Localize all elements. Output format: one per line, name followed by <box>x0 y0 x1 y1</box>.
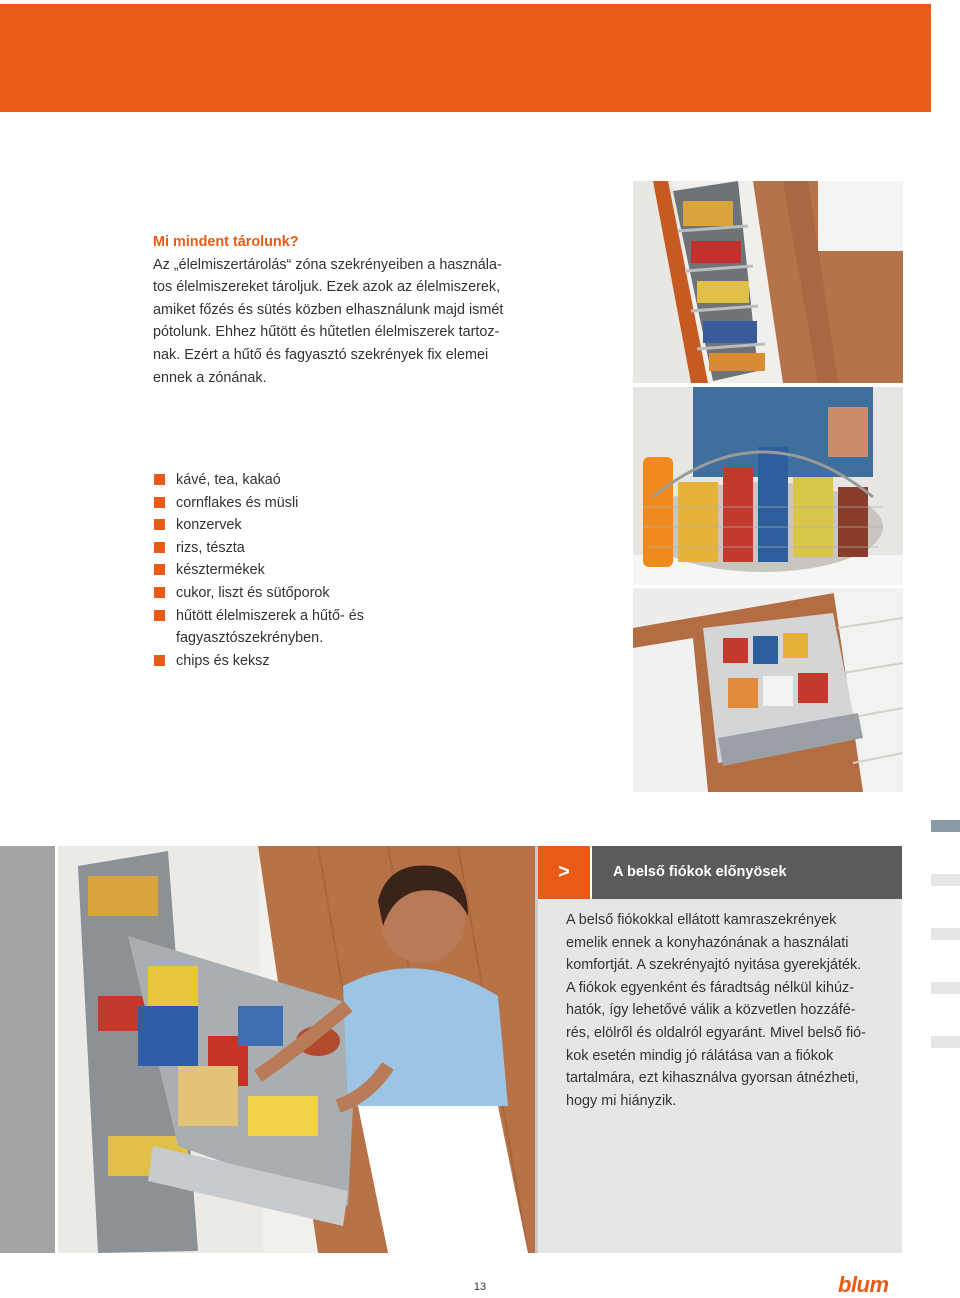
side-tab <box>931 982 960 994</box>
list-item <box>153 492 533 515</box>
list-item-continuation: fagyasztószekrényben. <box>176 630 324 647</box>
advantages-header <box>538 846 902 899</box>
side-tab <box>931 928 960 940</box>
intro-heading: Mi mindent tárolunk? <box>153 234 299 250</box>
bullet-square-icon <box>154 519 165 530</box>
pantry-drawers-photo <box>633 181 903 383</box>
list-item <box>153 514 533 537</box>
intro-line: amiket főzés és sütés közben elhasználunk majd ismét <box>153 301 504 318</box>
advantages-line: A belső fiókokkal ellátott kamraszekrények <box>566 912 837 928</box>
bullet-square-icon <box>154 655 165 666</box>
advantages-line: rés, elölről és oldalról egyaránt. Mivel belső fió- <box>566 1024 866 1041</box>
list-item <box>153 537 533 560</box>
page-number: 13 <box>473 1281 487 1293</box>
side-tab <box>931 874 960 886</box>
intro-line: ennek a zónának. <box>153 369 267 386</box>
list-item <box>153 559 533 582</box>
list-item-text: cukor, liszt és sütőporok <box>176 584 330 601</box>
intro-line: nak. Ezért a hűtő és fagyasztó szekrények fix elemei <box>153 346 489 363</box>
arrow-icon: > <box>538 846 590 899</box>
list-item-text: cornflakes és müsli <box>176 494 299 511</box>
bullet-square-icon <box>154 474 165 485</box>
woman-pantry-photo <box>58 846 535 1253</box>
advantages-line: A fiókok egyenként és fáradtság nélkül kihúz- <box>566 979 854 996</box>
bullet-square-icon <box>154 542 165 553</box>
advantages-line: komfortját. A szekrényajtó nyitása gyerekjáték. <box>566 957 862 974</box>
advantages-title: A belső fiókok előnyösek <box>592 846 902 899</box>
advantages-line: emelik ennek a konyhazónának a használati <box>566 934 849 951</box>
list-item-text: késztermékek <box>176 562 265 579</box>
side-tab <box>931 1036 960 1048</box>
list-item-text: rizs, tészta <box>176 539 245 556</box>
top-orange-bar <box>0 4 931 112</box>
advantages-line: hogy mi hiányzik. <box>566 1092 677 1109</box>
food-list <box>153 469 533 672</box>
bullet-square-icon <box>154 497 165 508</box>
intro-line: pótolunk. Ehhez hűtött és hűtetlen élelmiszerek tartoz- <box>153 324 500 341</box>
bullet-square-icon <box>154 564 165 575</box>
list-item-text: chips és keksz <box>176 652 270 669</box>
list-item-text: konzervek <box>176 517 242 534</box>
bullet-square-icon <box>154 610 165 621</box>
list-item <box>153 469 533 492</box>
advantages-line: hatók, így lehetővé válik a közvetlen hozzáfé- <box>566 1002 856 1019</box>
list-item-text: hűtött élelmiszerek a hűtő- és <box>176 607 364 624</box>
list-item <box>153 650 533 673</box>
list-item <box>153 582 533 605</box>
blum-logo: blum <box>838 1272 889 1297</box>
side-tab-active <box>931 820 960 832</box>
advantages-line: tartalmára, ezt kihasználva gyorsan átnézheti, <box>566 1070 859 1087</box>
bullet-square-icon <box>154 587 165 598</box>
intro-text <box>153 231 523 389</box>
advantages-line: kok esetén mindig jó rálátása van a fiókok <box>566 1047 834 1064</box>
list-item <box>153 605 533 650</box>
grocery-basket-photo <box>633 387 903 585</box>
open-drawer-photo <box>633 588 903 792</box>
advantages-text <box>566 909 886 1112</box>
intro-line: tos élelmiszereket tároljuk. Ezek azok az élelmiszerek, <box>153 279 501 296</box>
list-item-text: kávé, tea, kakaó <box>176 472 281 488</box>
left-gray-panel <box>0 846 55 1253</box>
intro-line: Az „élelmiszertárolás“ zóna szekrényeiben a használa- <box>153 256 502 273</box>
